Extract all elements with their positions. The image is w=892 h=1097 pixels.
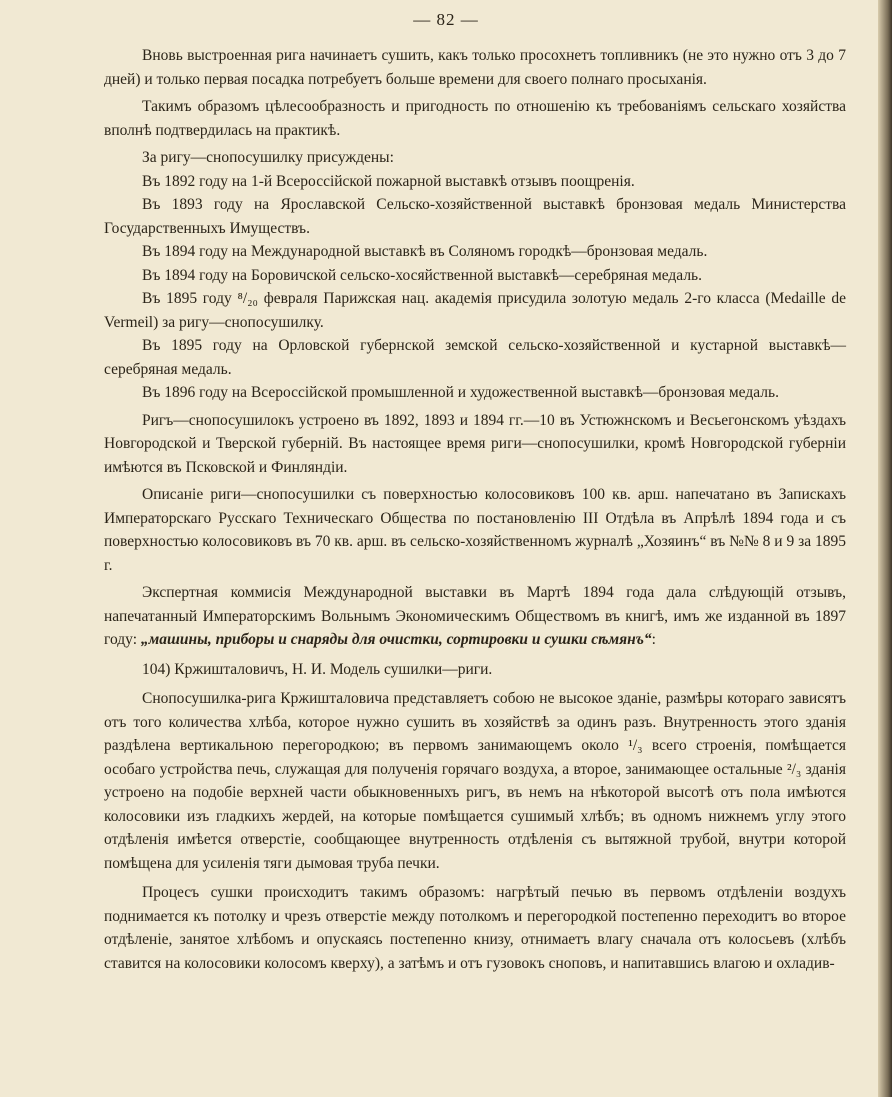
award-1893: Въ 1893 году на Ярославской Сельско-хозяйственной выставкѣ бронзовая медаль Министерства Государственныхъ Имуществъ. bbox=[104, 196, 846, 237]
expert-review-lead: Экспертная коммисія Международной выставки въ Мартѣ 1894 года дала слѣдующій отзывъ, напечатанный Императорскимъ Вольнымъ Экономическимъ Обществомъ въ книгѣ, имъ же изданной въ 1897 году: bbox=[104, 584, 846, 648]
paragraph-drying-process: Процесъ сушки происходитъ такимъ образомъ: нагрѣтый печью въ первомъ отдѣленіи воздухъ поднимается къ потолку и чрезъ отверстіе между потолкомъ и перегородкой постепенно переходитъ во второе отдѣленіе, занятое хлѣбомъ и опускаясь постепенно книзу, отнимаетъ влагу сначала отъ колосьевъ (хлѣбъ ставится на колосовики колосомъ кверху), а затѣмъ и отъ гузовокъ сноповъ, и напитавшись влагою и охладив- bbox=[104, 884, 846, 972]
page-edge-shadow bbox=[878, 0, 892, 1097]
paragraph-expert-review bbox=[104, 581, 846, 652]
paragraph-publication: Описаніе риги—снопосушилки съ поверхностью колосовиковъ 100 кв. арш. напечатано въ Запискахъ Императорскаго Русскаго Техническаго Общества по постановленію III Отдѣла въ Апрѣлѣ 1894 года и съ поверхностью колосовиковъ въ 70 кв. арш. въ сельско-хозяйственномъ журналѣ „Хозяинъ“ въ №№ 8 и 9 за 1895 г. bbox=[104, 486, 846, 574]
page-number: — 82 — bbox=[413, 10, 479, 29]
award-1896: Въ 1896 году на Всероссійской промышленной и художественной выставкѣ—бронзовая медаль. bbox=[142, 384, 779, 401]
award-1892: Въ 1892 году на 1-й Всероссійской пожарной выставкѣ отзывъ поощренія. bbox=[142, 172, 635, 190]
paragraph-new-riga: Вновь выстроенная рига начинаетъ сушить, какъ только просохнетъ топливникъ (не это нужно отъ 3 до 7 дней) и только первая посадка потребуетъ больше времени для своего полнаго просыханія. bbox=[104, 47, 846, 88]
book-title: „машины, приборы и снаряды для очистки, сортировки и сушки сѣмянъ“ bbox=[140, 631, 652, 648]
award-1894-international: Въ 1894 году на Международной выставкѣ въ Соляномъ городкѣ—бронзовая медаль. bbox=[142, 243, 708, 260]
paragraph-description: Снопосушилка-рига Кржишталовича представляетъ собою не высокое зданіе, размѣры котораго зависятъ отъ того количества хлѣба, которое нужно сушить въ хозяйствѣ за одинъ разъ. Внутренность этого зданія раздѣлена вертикальною перегородкою; въ первомъ занимающемъ около ¹/₃ всего строенія, помѣщается особаго устройства печь, служащая для полученія горячаго воздуха, а второе, занимающее остальные ²/₃ зданія устроено на подобіе верхней части обыкновенныхъ ригъ, въ немъ на нѣкоторой высотѣ отъ пола имѣются колосовики изъ гладкихъ жердей, на которые помѣщается сушимый хлѣбъ; въ одномъ нижнемъ углу этого отдѣленія имѣется отверстіе, сообщающее внутренность отдѣленія съ вытяжной трубой, внутри которой помѣщена для усиленія тяги дымовая труба печки. bbox=[104, 690, 846, 872]
page-body bbox=[104, 44, 846, 979]
paragraph-awards-intro: За ригу—снопосушилку присуждены: bbox=[142, 149, 394, 166]
award-1894-borovichi: Въ 1894 году на Боровичской сельско-хосяйственной выставкѣ—серебряная медаль. bbox=[142, 266, 703, 284]
expert-review-tail: : bbox=[651, 631, 656, 648]
entry-heading: 104) Кржишталовичъ, Н. И. Модель сушилки—риги. bbox=[142, 660, 493, 678]
award-1895-orel: Въ 1895 году на Орловской губернской земской сельско-хозяйственной и кустарной выставкѣ—серебряная медаль. bbox=[104, 337, 846, 378]
paragraph-suitability: Такимъ образомъ цѣлесообразность и пригодность по отношенію къ требованіямъ сельскаго хозяйства вполнѣ подтвердилась на практикѣ. bbox=[104, 98, 846, 139]
paragraph-built-count: Ригъ—снопосушилокъ устроено въ 1892, 1893 и 1894 гг.—10 въ Устюжнскомъ и Весьегонскомъ уѣздахъ Новгородской и Тверской губерній. Въ настоящее время риги—снопосушилки, кромѣ Новгородской губерніи имѣются въ Псковской и Финляндіи. bbox=[104, 411, 846, 476]
award-1895-paris: Въ 1895 году ⁸/₂₀ февраля Парижская нац. академія присудила золотую медаль 2-го класса (Medaille de Vermeil) за ригу—снопосушилку. bbox=[104, 290, 846, 331]
